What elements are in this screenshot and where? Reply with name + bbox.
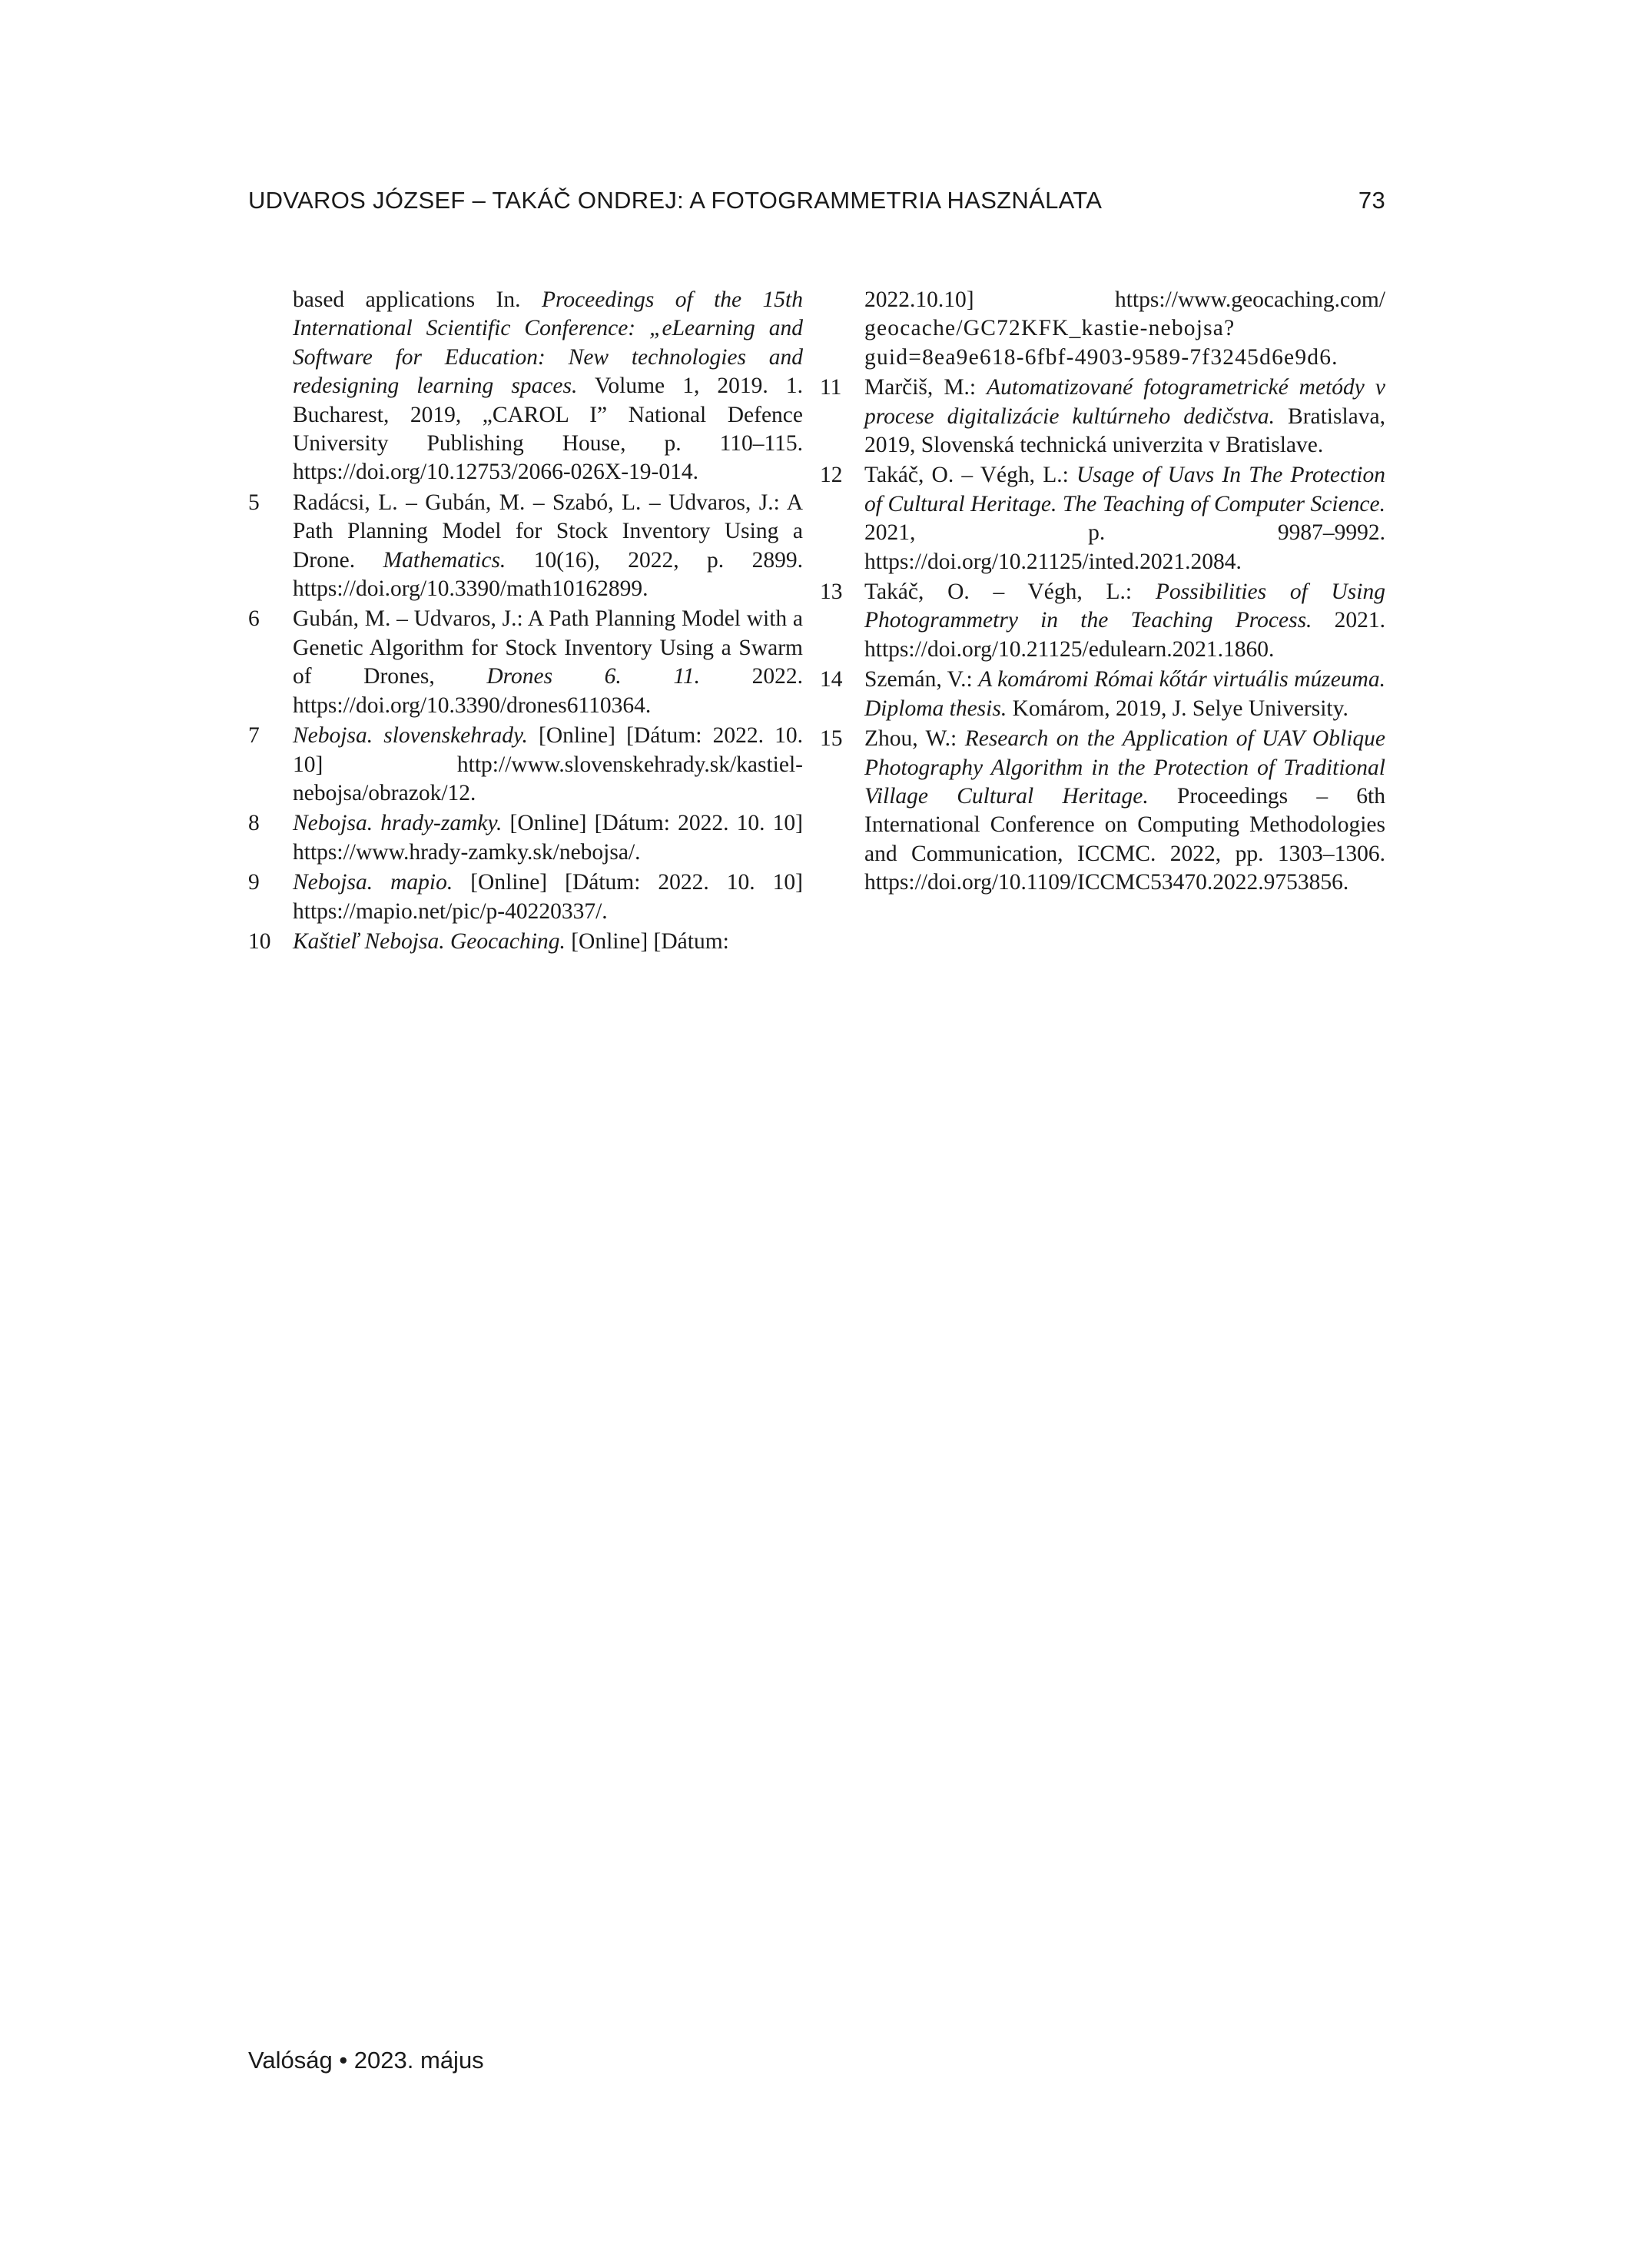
reference-text: Marčiš, M.: bbox=[864, 375, 987, 400]
reference-13 bbox=[820, 578, 1385, 664]
reference-14 bbox=[820, 666, 1385, 723]
reference-number: 13 bbox=[820, 579, 843, 605]
references-columns bbox=[248, 286, 1385, 1016]
reference-number: 11 bbox=[820, 375, 842, 400]
reference-text: 2022. https://doi.org/10.3390/drones6110364. bbox=[293, 664, 803, 718]
reference-text: Bratislava, 2019, Slovenská technická univerzita v Bratislave. bbox=[864, 403, 1385, 458]
reference-4-continued bbox=[248, 286, 803, 487]
reference-12 bbox=[820, 461, 1385, 576]
reference-11 bbox=[820, 374, 1385, 460]
reference-text: Szemán, V.: bbox=[864, 667, 979, 692]
reference-text: Volume 1, 2019. 1. Bucharest, 2019, „CAROL I” National Defence University Publishing House, p. 110–115. https://doi.org/10.12753/2066-026X-19-014. bbox=[293, 374, 803, 485]
reference-text: Zhou, W.: bbox=[864, 726, 965, 752]
reference-number: 6 bbox=[248, 606, 260, 632]
reference-number: 12 bbox=[820, 463, 843, 488]
references-left-column bbox=[248, 286, 803, 958]
page-footer: Valóság • 2023. május bbox=[248, 2047, 484, 2074]
page-number: 73 bbox=[1358, 187, 1385, 214]
reference-15 bbox=[820, 725, 1385, 897]
reference-text: [Online] [Dátum: 2022. 10. 10] https://mapio.net/pic/p-40220337/. bbox=[293, 870, 803, 924]
reference-7 bbox=[248, 722, 803, 808]
reference-title: Drones 6. 11. bbox=[486, 664, 701, 689]
reference-title: Usage of Uavs In The Protection of Cultural Heritage. The Teaching of Computer Science. bbox=[864, 463, 1385, 516]
reference-title: Automatizované fotogrametrické metódy v procese digitalizácie kultúrneho dedičstva. bbox=[864, 375, 1385, 429]
reference-number: 10 bbox=[248, 928, 271, 954]
reference-text: 2021. https://doi.org/10.21125/edulearn.2021.1860. bbox=[864, 608, 1386, 662]
reference-title: Kaštieľ Nebojsa. Geocaching. bbox=[293, 928, 566, 954]
reference-title: Research on the Application of UAV Oblique Photography Algorithm in the Protection of Traditional Village Cultural Heritage. bbox=[864, 726, 1385, 809]
reference-10 bbox=[248, 928, 803, 956]
reference-text: Proceedings – 6th International Conference on Computing Methodologies and Communication, ICCMC. 2022, pp. 1303–1306. https://doi.org/10.1109/ICCMC53470.2022.9753856. bbox=[864, 783, 1386, 895]
references-right-column bbox=[820, 286, 1385, 899]
reference-text: Radácsi, L. – Gubán, M. – Szabó, L. – Udvaros, J.: A Path Planning Model for Stock Inventory Using a Drone. bbox=[293, 490, 803, 573]
reference-title: Proceedings of the 15th International Scientific Conference: „eLearning and Software for Education: New technologies and redesigning learning spaces. bbox=[293, 287, 803, 399]
reference-text: [Online] [Dátum: 2022. 10. 10] https://www.hrady-zamky.sk/nebojsa/. bbox=[293, 811, 803, 865]
reference-number: 8 bbox=[248, 811, 260, 836]
reference-text: 10(16), 2022, p. 2899. https://doi.org/10.3390/math10162899. bbox=[293, 547, 803, 602]
reference-text: based applications In. bbox=[293, 287, 542, 312]
reference-title: Nebojsa. mapio. bbox=[293, 870, 453, 895]
reference-title: Possibilities of Using Photogrammetry in the Teaching Process. bbox=[864, 579, 1385, 633]
reference-5 bbox=[248, 489, 803, 604]
reference-text: Takáč, O. – Végh, L.: bbox=[864, 579, 1156, 605]
reference-6 bbox=[248, 605, 803, 720]
reference-title: Nebojsa. hrady-zamky. bbox=[293, 811, 503, 836]
reference-9 bbox=[248, 868, 803, 926]
reference-title: Nebojsa. slovenskehrady. bbox=[293, 723, 528, 749]
reference-text: [Online] [Dátum: 2022. 10. 10] http://www.slovenskehrady.sk/kastiel-nebojsa/obrazok/12. bbox=[293, 723, 803, 805]
reference-number: 5 bbox=[248, 490, 260, 515]
reference-number: 7 bbox=[248, 723, 260, 749]
reference-text: 2022.10.10] https://www.geocaching.com/ bbox=[864, 287, 1385, 312]
reference-text: [Online] [Dátum: bbox=[565, 928, 729, 954]
reference-text: Takáč, O. – Végh, L.: bbox=[864, 463, 1076, 488]
reference-number: 14 bbox=[820, 667, 843, 692]
reference-10-continued bbox=[820, 286, 1385, 372]
running-header bbox=[248, 187, 1385, 218]
reference-text: Komárom, 2019, J. Selye University. bbox=[1007, 696, 1348, 721]
running-header-title: UDVAROS JÓZSEF – TAKÁČ ONDREJ: A FOTOGRAMMETRIA HASZNÁLATA bbox=[248, 187, 1103, 214]
reference-number: 15 bbox=[820, 726, 843, 752]
reference-8 bbox=[248, 809, 803, 867]
reference-text: Gubán, M. – Udvaros, J.: A Path Planning Model with a Genetic Algorithm for Stock Inventory Using a Swarm of Drones, bbox=[293, 606, 803, 689]
reference-title: A komáromi Római kőtár virtuális múzeuma. Diploma thesis. bbox=[864, 667, 1385, 721]
reference-number: 9 bbox=[248, 870, 260, 895]
reference-url: geocache/GC72KFK_kastie-nebojsa?guid=8ea9e618-6fbf-4903-9589-7f3245d6e9d6. bbox=[864, 316, 1338, 370]
reference-title: Mathematics. bbox=[383, 547, 506, 573]
reference-text: 2021, p. 9987–9992. https://doi.org/10.21125/inted.2021.2084. bbox=[864, 520, 1385, 574]
